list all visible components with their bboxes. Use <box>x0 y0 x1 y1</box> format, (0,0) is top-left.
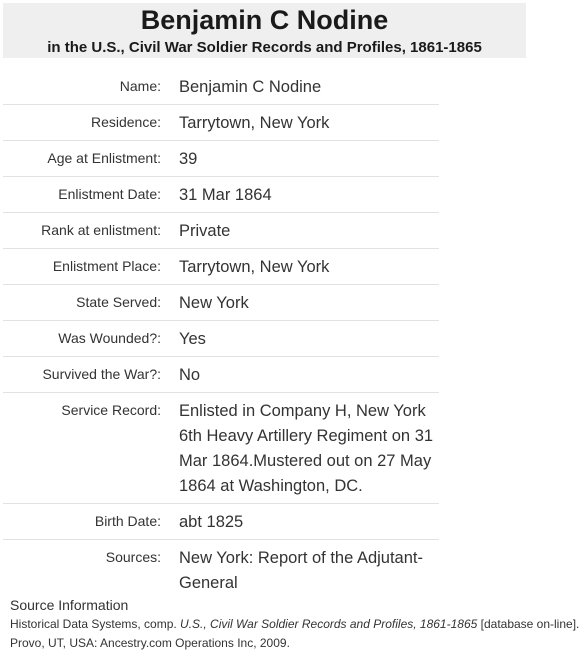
field-label: Service Record: <box>61 402 161 418</box>
record-row-service-record <box>3 393 439 504</box>
field-value: Tarrytown, New York <box>179 114 330 132</box>
record-row-residence <box>3 105 439 141</box>
field-label: Enlistment Place: <box>52 258 161 274</box>
record-row-enlistment-date <box>3 177 439 213</box>
record-row-age-at-enlistment <box>3 141 439 177</box>
record-row-sources <box>3 540 439 600</box>
page-title: Benjamin C Nodine <box>140 5 389 35</box>
field-value: Tarrytown, New York <box>179 258 330 276</box>
field-value: 39 <box>179 150 198 168</box>
field-label: Rank at enlistment: <box>41 222 161 238</box>
record-row-state-served <box>3 285 439 321</box>
field-label: Survived the War?: <box>42 366 161 382</box>
record-row-survived <box>3 357 439 393</box>
field-label: Residence: <box>90 114 161 130</box>
field-value: New York: Report of the Adjutant-General <box>179 549 423 592</box>
record-row-rank <box>3 213 439 249</box>
source-citation <box>10 615 584 634</box>
field-value: abt 1825 <box>179 513 244 531</box>
field-label: Sources: <box>105 549 161 565</box>
record-header <box>3 3 526 58</box>
citation-prefix: Historical Data Systems, comp. <box>10 617 181 631</box>
source-heading: Source Information <box>10 597 129 613</box>
field-label: Was Wounded?: <box>58 330 161 346</box>
collection-subtitle: in the U.S., Civil War Soldier Records and Profiles, 1861-1865 <box>47 39 482 56</box>
field-label: Age at Enlistment: <box>47 150 161 166</box>
record-table <box>3 69 439 600</box>
record-row-birth-date <box>3 504 439 540</box>
field-value: Benjamin C Nodine <box>179 78 322 96</box>
field-value: Yes <box>179 330 206 348</box>
field-label: Name: <box>119 78 161 94</box>
field-label: Birth Date: <box>94 513 161 529</box>
field-label: Enlistment Date: <box>58 186 161 202</box>
record-row-enlistment-place <box>3 249 439 285</box>
field-value: Private <box>179 222 231 240</box>
record-row-name <box>3 69 439 105</box>
record-row-was-wounded <box>3 321 439 357</box>
citation-title: U.S., Civil War Soldier Records and Profiles, 1861-1865 <box>180 617 478 631</box>
field-label: State Served: <box>76 294 161 310</box>
citation-suffix: [database on-line]. <box>477 617 580 631</box>
field-value: New York <box>179 294 249 312</box>
field-value: 31 Mar 1864 <box>179 186 272 204</box>
field-value: Enlisted in Company H, New York 6th Heavy Artillery Regiment on 31 Mar 1864.Mustered out on 27 May 1864 at Washington, DC. <box>179 402 434 495</box>
source-publisher: Provo, UT, USA: Ancestry.com Operations Inc, 2009. <box>10 636 290 650</box>
field-value: No <box>179 366 201 384</box>
source-information <box>10 595 584 653</box>
